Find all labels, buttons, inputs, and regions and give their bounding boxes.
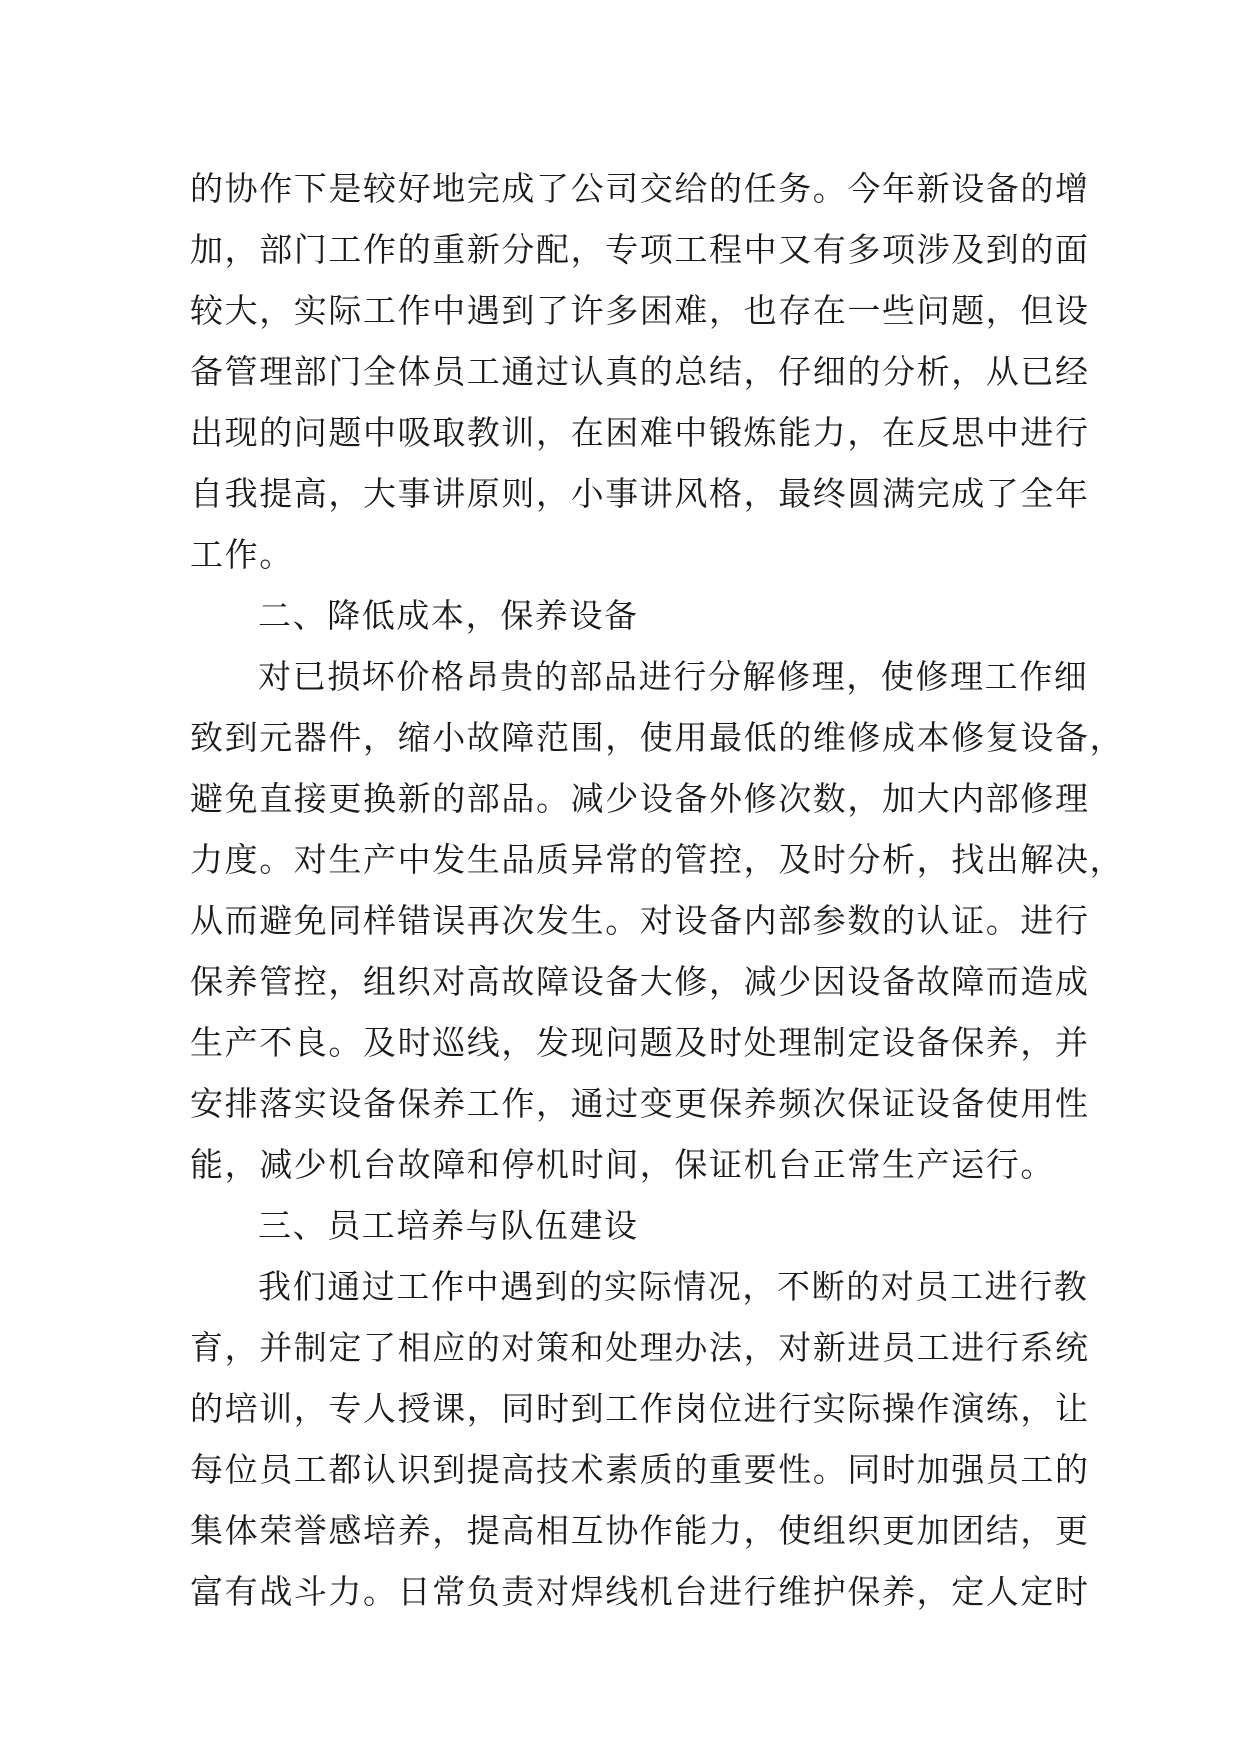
text-line: 出现的问题中吸取教训，在困难中锻炼能力，在反思中进行: [190, 413, 1090, 452]
text-line: 我们通过工作中遇到的实际情况，不断的对员工进行教: [258, 1267, 1089, 1306]
text-line: 的协作下是较好地完成了公司交给的任务。今年新设备的增: [190, 169, 1090, 208]
text-line: 备管理部门全体员工通过认真的总结，仔细的分析，从已经: [190, 352, 1090, 391]
paragraph-2: [190, 646, 1125, 1195]
text-line: 避免直接更换新的部品。减少设备外修次数，加大内部修理: [190, 779, 1090, 818]
text-line: 每位员工都认识到提高技术素质的重要性。同时加强员工的: [190, 1450, 1090, 1489]
text-line: 工作。: [190, 535, 294, 574]
text-line: 的培训，专人授课，同时到工作岗位进行实际操作演练，让: [190, 1389, 1090, 1428]
section-heading-2: 二、降低成本，保养设备: [258, 596, 639, 635]
text-line: 自我提高，大事讲原则，小事讲风格，最终圆满完成了全年: [190, 474, 1090, 513]
text-line: 力度。对生产中发生品质异常的管控，及时分析，找出解决，: [190, 840, 1125, 879]
paragraph-3: [190, 1256, 1090, 1622]
text-line: 集体荣誉感培养，提高相互协作能力，使组织更加团结，更: [190, 1511, 1090, 1550]
text-line: 生产不良。及时巡线，发现问题及时处理制定设备保养，并: [190, 1023, 1090, 1062]
document-page: [190, 158, 1125, 1622]
text-line: 致到元器件，缩小故障范围，使用最低的维修成本修复设备，: [190, 718, 1125, 757]
text-line: 较大，实际工作中遇到了许多困难，也存在一些问题，但设: [190, 291, 1090, 330]
text-line: 对已损坏价格昂贵的部品进行分解修理，使修理工作细: [258, 657, 1089, 696]
paragraph-1: [190, 158, 1090, 585]
text-line: 安排落实设备保养工作，通过变更保养频次保证设备使用性: [190, 1084, 1090, 1123]
text-line: 育，并制定了相应的对策和处理办法，对新进员工进行系统: [190, 1328, 1090, 1367]
text-line: 从而避免同样错误再次发生。对设备内部参数的认证。进行: [190, 901, 1090, 940]
text-line: 加，部门工作的重新分配，专项工程中又有多项涉及到的面: [190, 230, 1090, 269]
text-line: 能，减少机台故障和停机时间，保证机台正常生产运行。: [190, 1145, 1055, 1184]
text-line: 富有战斗力。日常负责对焊线机台进行维护保养，定人定时: [190, 1572, 1090, 1611]
text-line: 保养管控，组织对高故障设备大修，减少因设备故障而造成: [190, 962, 1090, 1001]
section-heading-3: 三、员工培养与队伍建设: [258, 1206, 639, 1245]
